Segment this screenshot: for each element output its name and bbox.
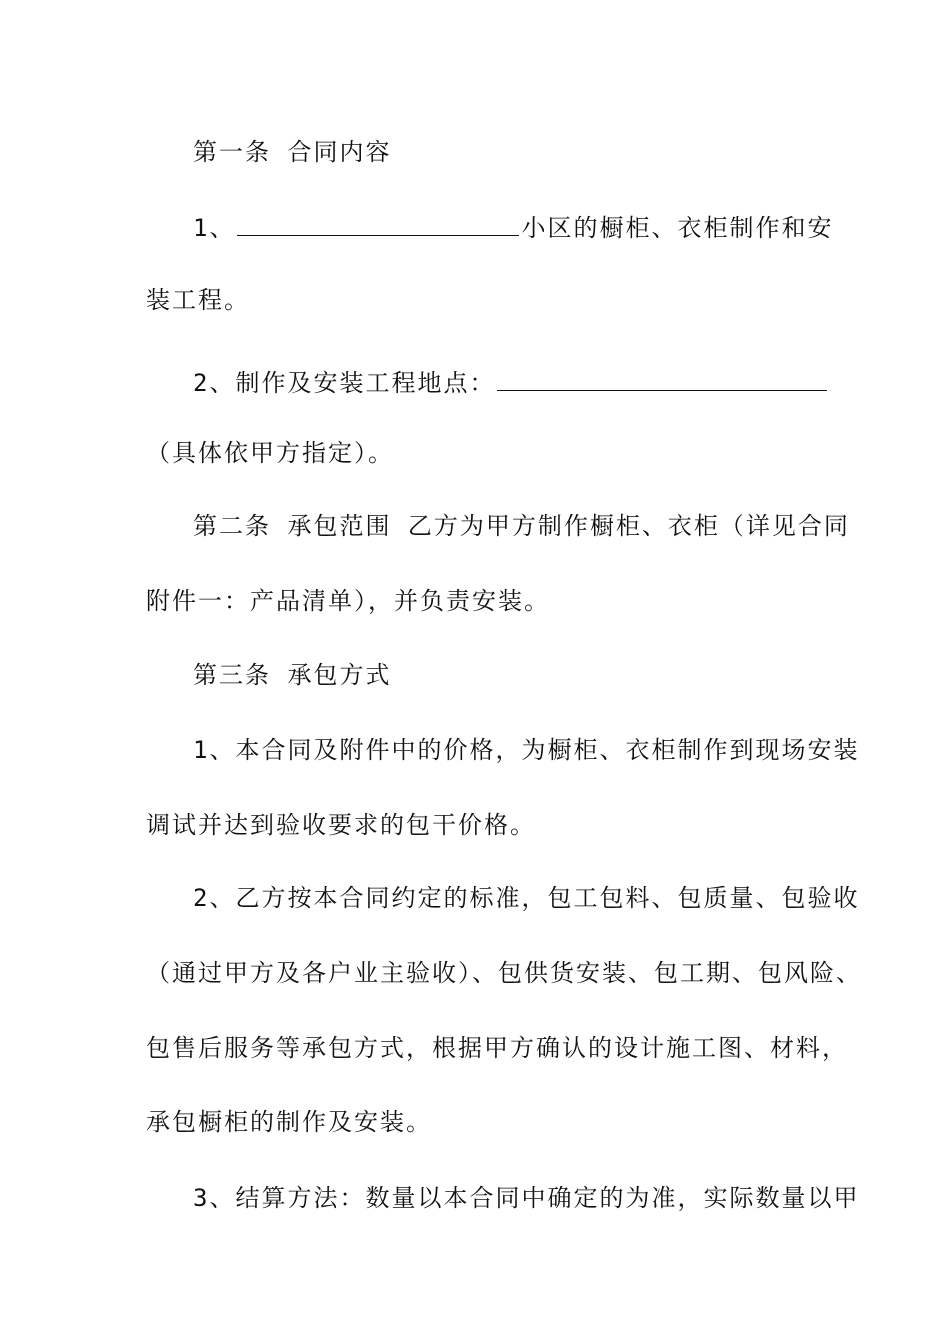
clause-1-1-continuation: 装工程。	[146, 286, 250, 314]
clause-1-1-number: 1、	[193, 214, 236, 242]
clause-3-2-continuation: 包售后服务等承包方式，根据甲方确认的设计施工图、材料，	[146, 1034, 848, 1062]
clause-1-1	[193, 211, 833, 243]
clause-1-2	[193, 366, 829, 398]
clause-3-2-continuation: （通过甲方及各户业主验收）、包供货安装、包工期、包风险、	[146, 959, 862, 987]
blank-fill-line	[497, 366, 827, 391]
clause-3-2-continuation: 承包橱柜的制作及安装。	[146, 1108, 432, 1136]
clause-1-2-continuation: （具体依甲方指定）。	[146, 439, 394, 467]
clause-1-2-text: 2、制作及安装工程地点：	[193, 369, 496, 397]
blank-fill-line	[237, 211, 519, 236]
article-2: 第二条 承包范围 乙方为甲方制作橱柜、衣柜（详见合同	[193, 512, 850, 540]
clause-3-3: 3、结算方法：数量以本合同中确定的为准，实际数量以甲	[193, 1184, 860, 1212]
clause-3-2: 2、乙方按本合同约定的标准，包工包料、包质量、包验收	[193, 884, 860, 912]
clause-3-1: 1、本合同及附件中的价格，为橱柜、衣柜制作到现场安装	[193, 736, 860, 764]
article-3-heading: 第三条 承包方式	[193, 661, 392, 689]
clause-3-1-continuation: 调试并达到验收要求的包干价格。	[146, 811, 536, 839]
article-1-heading: 第一条 合同内容	[193, 138, 392, 166]
article-2-continuation: 附件一：产品清单），并负责安装。	[146, 587, 550, 615]
clause-1-1-text: 小区的橱柜、衣柜制作和安	[521, 214, 834, 242]
